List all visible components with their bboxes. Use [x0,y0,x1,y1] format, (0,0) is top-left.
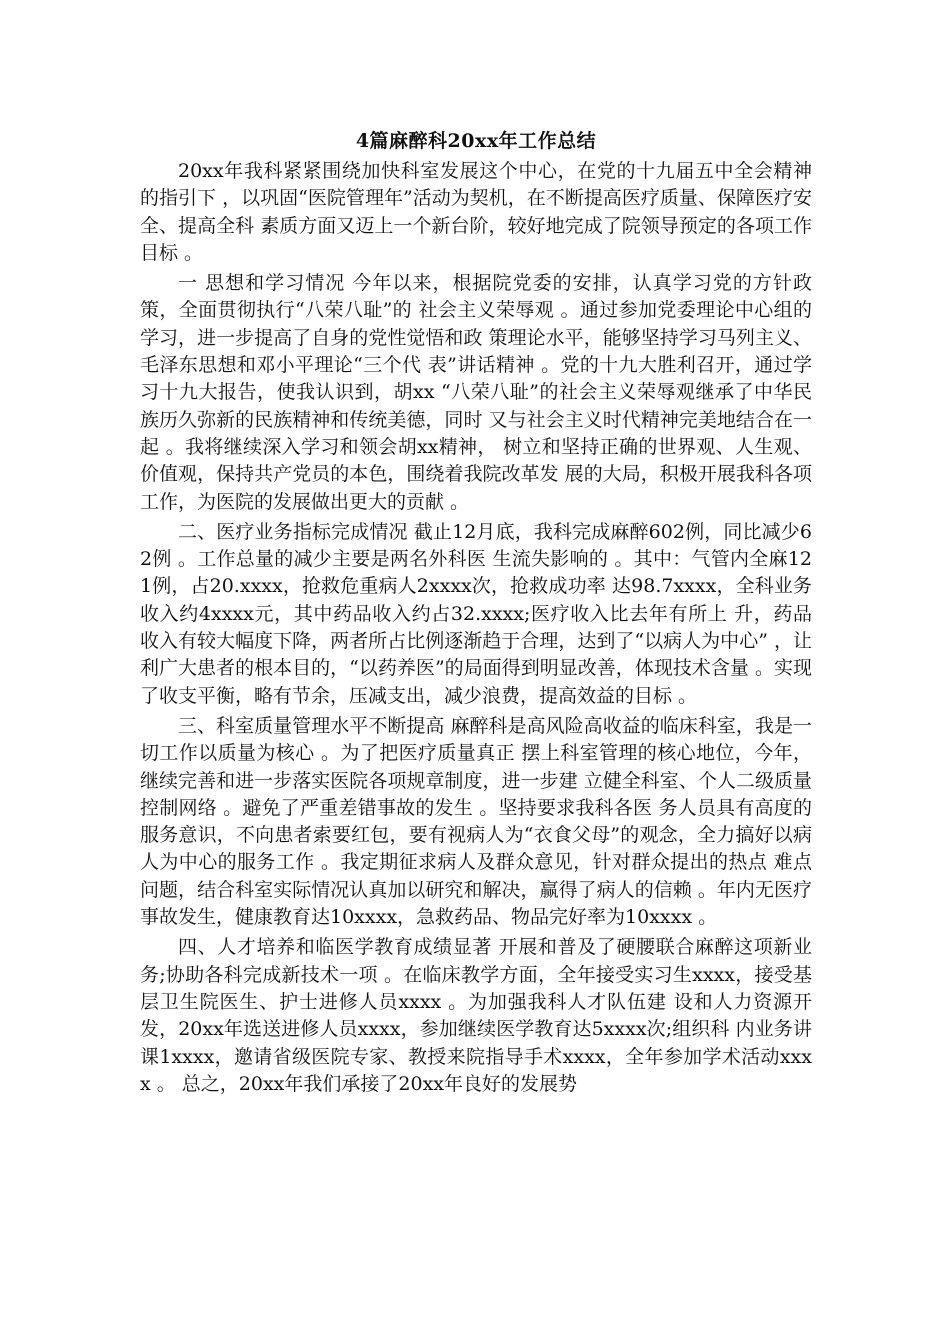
document-body [140,126,812,1101]
paragraph-talent-training: 四、人才培养和临医学教育成绩显著 开展和普及了硬腰联合麻醉这项新业务;协助各科完成新技术一项 。在临床教学方面，全年接受实习生xxxx，接受基层卫生院医生、护士进修人员xxxx 。为加强我科人才队伍建 设和人力资源开发，20xx年选送进修人员xxxx，参加继续医学教育达5xxxx次;组织科 内业务讲课1xxxx，邀请省级医院专家、教授来院指导手术xxxx，全年参加学术活动xxxx 。 总之，20xx年我们承接了20xx年良好的发展势 [140,936,812,1095]
paragraph-quality-management: 三、科室质量管理水平不断提高 麻醉科是高风险高收益的临床科室，我是一切工作以质量为核心 。为了把医疗质量真正 摆上科室管理的核心地位，今年，继续完善和进一步落实医院各项规章制度，进一步建 立健全科室、个人二级质量控制网络 。避免了严重差错事故的发生 。坚持要求我科各医 务人员具有高度的服务意识，不向患者索要红包，要有视病人为“衣食父母”的观念，全力搞好以病人为中心的服务工作 。我定期征求病人及群众意见，针对群众提出的热点 难点问题，结合科室实际情况认真加以研究和解决，赢得了病人的信赖 。年内无医疗事故发生，健康教育达10xxxx，急救药品、物品完好率为10xxxx 。 [140,714,812,929]
paragraph-intro: 20xx年我科紧紧围绕加快科室发展这个中心，在党的十九届五中全会精神的指引下 ，以巩固“医院管理年”活动为契机，在不断提高医疗质量、保障医疗安全、提高全科 素质方面又迈上一个新台阶，较好地完成了院领导预定的各项工作目标 。 [140,160,812,264]
paragraph-medical-indicators: 二、医疗业务指标完成情况 截止12月底，我科完成麻醉602例，同比减少62例 。工作总量的减少主要是两名外科医 生流失影响的 。其中：气管内全麻121例，占20.xxxx，抢救危重病人2xxxx次，抢救成功率 达98.7xxxx，全科业务收入约4xxxx元，其中药品收入约占32.xxxx;医疗收入比去年有所上 升，药品收入有较大幅度下降，两者所占比例逐渐趋于合理，达到了“以病人为中心” ，让利广大患者的根本目的，“以药养医”的局面得到明显改善，体现技术含量 。实现 了收支平衡，略有节余，压减支出，减少浪费，提高效益的目标 。 [140,520,812,707]
paragraph-thought-and-study: 一 思想和学习情况 今年以来，根据院党委的安排，认真学习党的方针政策，全面贯彻执行“八荣八耻”的 社会主义荣辱观 。通过参加党委理论中心组的学习，进一步提高了自身的党性觉悟和政 策理论水平，能够坚持学习马列主义、毛泽东思想和邓小平理论“三个代 表”讲话精神 。党的十九大胜利召开，通过学习十九大报告，使我认识到，胡xx “八荣八耻”的社会主义荣辱观继承了中华民族历久弥新的民族精神和传统美德，同时 又与社会主义时代精神完美地结合在一起 。我将继续深入学习和领会胡xx精神， 树立和坚持正确的世界观、人生观、价值观，保持共产党员的本色，围绕着我院改革发 展的大局，积极开展我科各项工作，为医院的发展做出更大的贡献 。 [140,272,812,513]
document-title: 4篇麻醉科20xx年工作总结 [355,130,597,152]
